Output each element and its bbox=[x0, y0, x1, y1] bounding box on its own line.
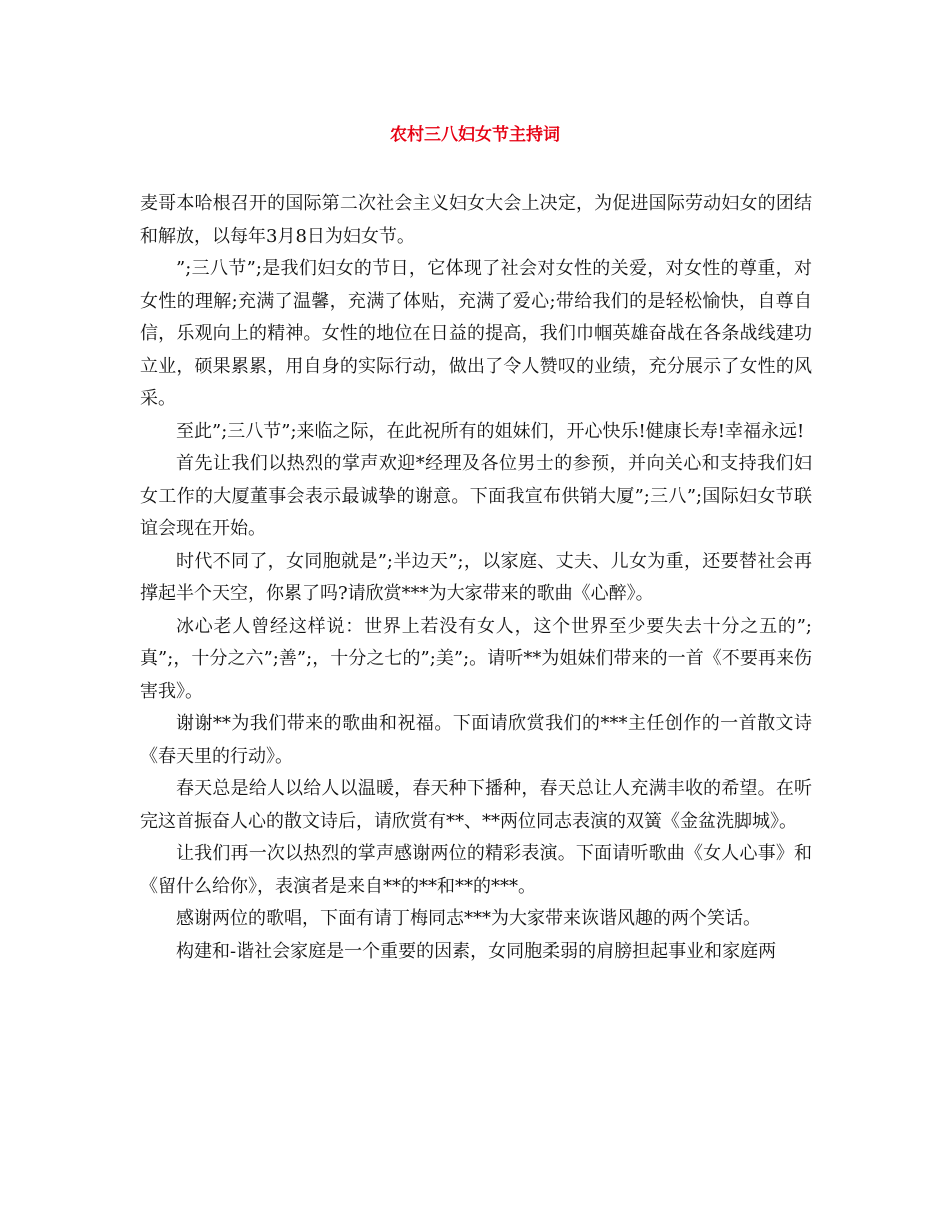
paragraph-4: 首先让我们以热烈的掌声欢迎*经理及各位男士的参预，并向关心和支持我们妇女工作的大厦董事会表示最诚挚的谢意。下面我宣布供销大厦”;三八”;国际妇女节联谊会现在开始。 bbox=[140, 453, 812, 539]
paragraph-2: ”;三八节”;是我们妇女的节日，它体现了社会对女性的关爱，对女性的尊重，对女性的理解;充满了温馨，充满了体贴，充满了爱心;带给我们的是轻松愉快，自尊自信，乐观向上的精神。女性的地位在日益的提高，我们巾帼英雄奋战在各条战线建功立业，硕果累累，用自身的实际行动，做出了令人赞叹的业绩，充分展示了女性的风采。 bbox=[140, 258, 813, 409]
paragraph-8: 春天总是给人以给人以温暖，春天种下播种，春天总让人充满丰收的希望。在听完这首振奋人心的散文诗后，请欣赏有**、**两位同志表演的双簧《金盆洗脚城》。 bbox=[140, 778, 812, 832]
paragraph-11: 构建和-谐社会家庭是一个重要的因素，女同胞柔弱的肩膀担起事业和家庭两 bbox=[176, 940, 777, 962]
paragraph-6: 冰心老人曾经这样说：世界上若没有女人，这个世界至少要失去十分之五的”;真”;，十分之六”;善”;，十分之七的”;美”;。请听**为姐妹们带来的一首《不要再来伤害我》。 bbox=[140, 615, 812, 702]
paragraph-3: 至此”;三八节”;来临之际，在此祝所有的姐妹们，开心快乐!健康长寿!幸福永远! bbox=[176, 420, 805, 442]
document-title: 农村三八妇女节主持词 bbox=[390, 125, 560, 145]
paragraph-5: 时代不同了，女同胞就是”;半边天”;，以家庭、丈夫、儿女为重，还要替社会再撑起半个天空，你累了吗?请欣赏***为大家带来的歌曲《心醉》。 bbox=[140, 550, 812, 604]
paragraph-7: 谢谢**为我们带来的歌曲和祝福。下面请欣赏我们的***主任创作的一首散文诗《春天里的行动》。 bbox=[140, 713, 812, 767]
document-body bbox=[140, 188, 812, 968]
paragraph-1: 麦哥本哈根召开的国际第二次社会主义妇女大会上决定，为促进国际劳动妇女的团结和解放，以每年3月8日为妇女节。 bbox=[140, 193, 812, 247]
paragraph-9: 让我们再一次以热烈的掌声感谢两位的精彩表演。下面请听歌曲《女人心事》和《留什么给你》，表演者是来自**的**和**的***。 bbox=[140, 843, 812, 897]
paragraph-10: 感谢两位的歌唱，下面有请丁梅同志***为大家带来诙谐风趣的两个笑话。 bbox=[176, 908, 761, 929]
